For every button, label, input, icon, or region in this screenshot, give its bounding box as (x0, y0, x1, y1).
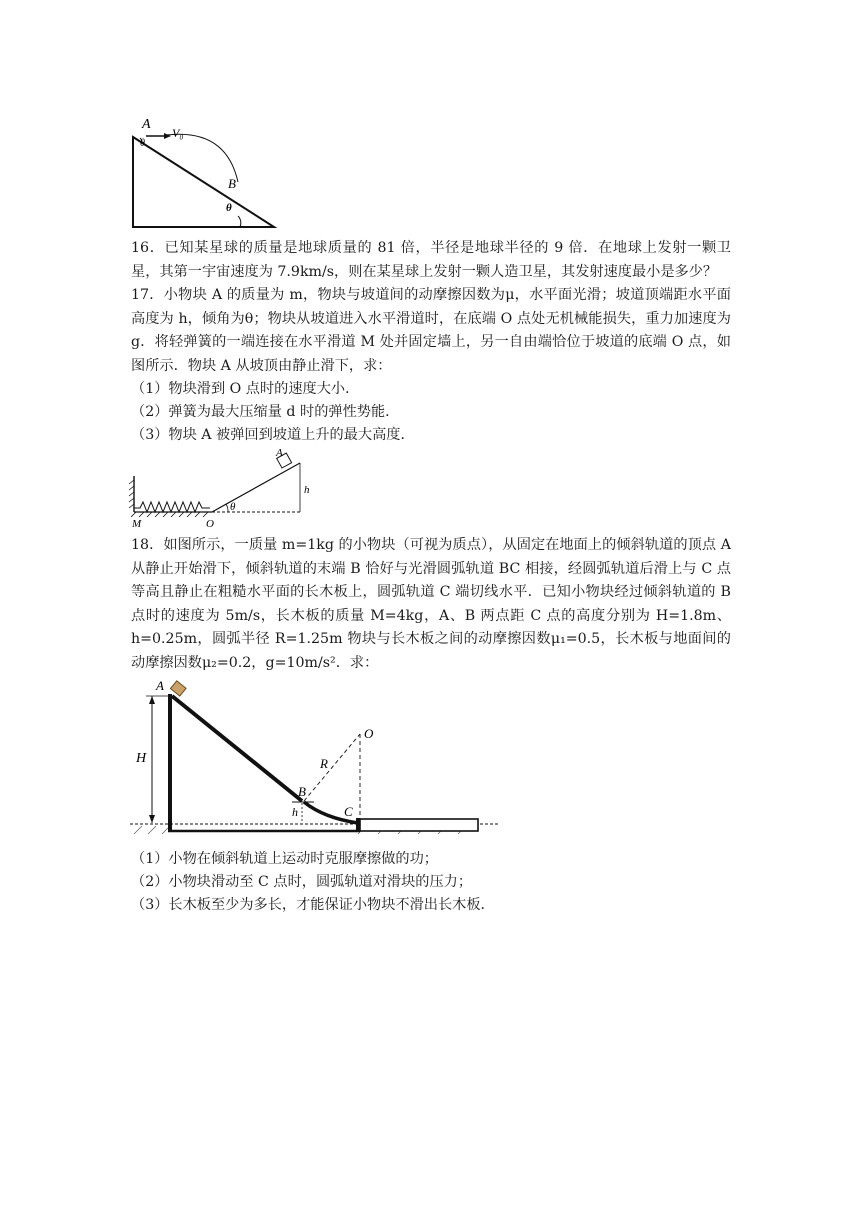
question-17-sub-1: （1）物块滑到 O 点时的速度大小． (131, 381, 360, 397)
fig3-label-r: R (320, 756, 328, 771)
fig2-label-h: h (304, 484, 310, 496)
question-18: 18．如图所示，一质量 m=1kg 的小物块（可视为质点），从固定在地面上的倾斜轨道的顶点 A 从静止开始滑下，倾斜轨道的末端 B 恰好与光滑圆弧轨道 BC 相接，经圆弧轨道后滑上与 C 点等高且静止在粗糙水平面的长木板上，圆弧轨道 C 端切线水平．已知小物块经过倾斜轨道的 B 点时的速度为 5m/s，长木板的质量 M=4kg，A、B 两点距 C 点的高度分别为 H=1.8m、h=0.25m，圆弧半径 R=1.25m 物块与长木板之间的动摩擦因数μ₁=0.5，长木板与地面间的动摩擦因数μ₂=0.2，g=10m/s²．求： (131, 537, 731, 671)
fig1-label-b: B (228, 176, 236, 191)
fig1-label-a: A (142, 117, 151, 132)
fig1-label-v0: V₀ (172, 126, 184, 140)
question-17: 17．小物块 A 的质量为 m，物块与坡道间的动摩擦因数为μ，水平面光滑；坡道顶端距水平面高度为 h，倾角为θ；物块从坡道进入水平滑道时，在底端 O 点处无机械能损失，重力加速度为 g．将轻弹簧的一端连接在水平滑道 M 处并固定墙上，另一自由端恰位于坡道的底端 O 点，如图所示．物块 A 从坡顶由静止滑下，求： (131, 287, 731, 374)
fig3-label-a: A (156, 678, 164, 693)
fig2-label-theta: θ (230, 501, 236, 513)
fig1-label-theta: θ (226, 202, 232, 214)
question-18-sub-1: （1）小物在倾斜轨道上运动时克服摩擦做的功； (131, 851, 438, 867)
fig2-label-a: A (276, 447, 283, 459)
fig3-label-h-big: H (136, 751, 147, 766)
question-17-sub-2: （2）弹簧为最大压缩量 d 时的弹性势能． (131, 404, 400, 420)
fig3-label-o: O (364, 726, 374, 741)
fig2-label-o: O (206, 518, 214, 530)
fig1-label-theta-top: θ (140, 138, 145, 149)
question-17-sub-3: （3）物块 A 被弹回到坡道上升的最大高度． (131, 427, 415, 443)
figure-spring-ramp (128, 446, 314, 530)
figure-incline-projectile (126, 108, 286, 232)
fig3-label-c: C (344, 804, 353, 819)
question-16: 16．已知某星球的质量是地球质量的 81 倍，半径是地球半径的 9 倍．在地球上发射一颗卫星，其第一宇宙速度为 7.9km/s，则在某星球上发射一颗人造卫星，其发射速度最小是多少？ (131, 240, 731, 280)
fig2-label-m: M (132, 518, 142, 530)
fig3-label-h-small: h (292, 805, 298, 819)
fig3-label-b: B (298, 784, 306, 799)
question-18-sub-3: （3）长木板至少为多长，才能保证小物块不滑出长木板． (131, 897, 495, 913)
figure-incline-arc-plank (128, 676, 502, 846)
question-18-sub-2: （2）小物块滑动至 C 点时，圆弧轨道对滑块的压力； (131, 874, 473, 890)
